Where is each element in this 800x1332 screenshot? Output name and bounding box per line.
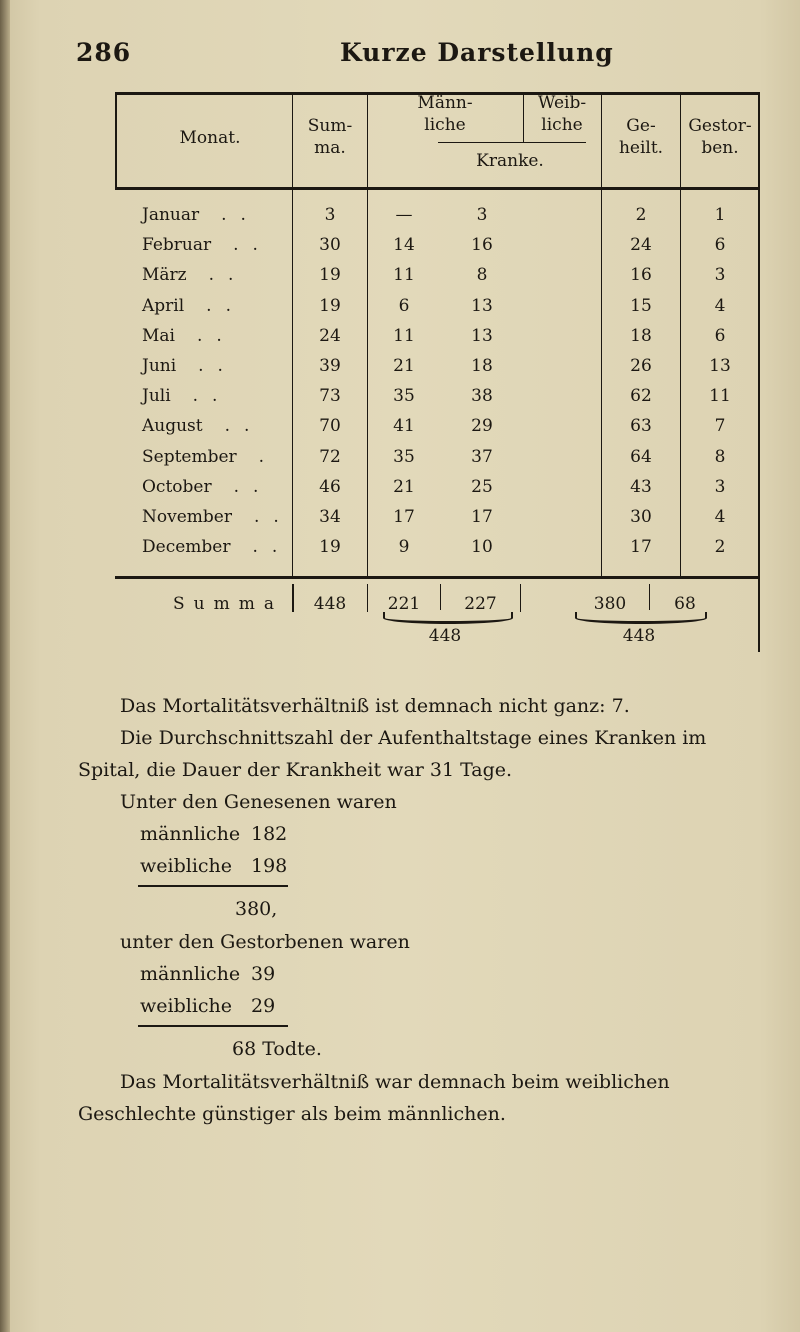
paragraph-duration-line2: Spital, die Dauer der Krankheit war 31 Tage. bbox=[78, 759, 513, 781]
month-label bbox=[142, 447, 278, 467]
summa-maennliche: 221 bbox=[387, 594, 421, 614]
summa-geheilt: 380 bbox=[593, 594, 627, 614]
cell-gestorben: 2 bbox=[714, 537, 726, 557]
month-name: December bbox=[142, 537, 231, 557]
cell-m: 35 bbox=[393, 386, 415, 406]
month-name: Februar bbox=[142, 235, 212, 255]
month-label bbox=[142, 205, 260, 225]
cell-geheilt: 18 bbox=[630, 326, 652, 346]
running-title: Kurze Darstellung bbox=[340, 38, 614, 67]
summa-label: Summa bbox=[173, 594, 283, 614]
paragraph-gestorbene: unter den Gestorbenen waren bbox=[120, 931, 410, 953]
header-summa: Sum- ma. bbox=[307, 116, 353, 158]
cell-gestorben: 6 bbox=[714, 326, 726, 346]
statistics-table bbox=[115, 92, 760, 660]
paragraph-genesene: Unter den Genesenen waren bbox=[120, 791, 397, 813]
cell-summa: 19 bbox=[319, 296, 341, 316]
cell-summa: 34 bbox=[319, 507, 341, 527]
cell-geheilt: 43 bbox=[630, 477, 652, 497]
sum-rule-2 bbox=[138, 1025, 288, 1027]
cell-geheilt: 62 bbox=[630, 386, 652, 406]
cell-w: 18 bbox=[471, 356, 493, 376]
header-bottom-rule bbox=[115, 187, 760, 190]
brace-geheilt-gestorben bbox=[575, 612, 707, 624]
cell-m: 11 bbox=[393, 265, 415, 285]
leader-dots: .. bbox=[196, 326, 236, 346]
cell-summa: 19 bbox=[319, 265, 341, 285]
cell-w: 13 bbox=[471, 296, 493, 316]
leader-dots: .. bbox=[198, 356, 237, 376]
paragraph-conclusion-line2: Geschlechte günstiger als beim männlichen. bbox=[78, 1103, 506, 1125]
cell-geheilt: 17 bbox=[630, 537, 652, 557]
leader-dots: .. bbox=[224, 416, 264, 436]
cell-geheilt: 63 bbox=[630, 416, 652, 436]
cell-summa: 39 bbox=[319, 356, 341, 376]
paragraph-duration-line1: Die Durchschnittszahl der Aufenthaltstage eines Kranken im bbox=[120, 727, 707, 749]
gestorbene-maennlich-value: 39 bbox=[251, 963, 276, 985]
cell-m: — bbox=[395, 205, 413, 225]
summa-gestorben: 68 bbox=[674, 594, 696, 614]
table-left-rule bbox=[115, 92, 117, 190]
month-label bbox=[142, 326, 236, 346]
cell-gestorben: 11 bbox=[709, 386, 731, 406]
month-name: August bbox=[142, 416, 203, 436]
month-name: Juni bbox=[142, 356, 177, 376]
month-name: Juli bbox=[142, 386, 171, 406]
cell-geheilt: 64 bbox=[630, 447, 652, 467]
month-label bbox=[142, 507, 293, 527]
cell-summa: 73 bbox=[319, 386, 341, 406]
cell-m: 17 bbox=[393, 507, 415, 527]
header-kranke: Kranke. bbox=[476, 151, 544, 171]
cell-summa: 70 bbox=[319, 416, 341, 436]
genesene-maennlich-value: 182 bbox=[251, 823, 288, 845]
paragraph-conclusion-line1: Das Mortalitätsverhältniß war demnach beim weiblichen bbox=[120, 1071, 670, 1093]
month-label bbox=[142, 416, 263, 436]
cell-m: 41 bbox=[393, 416, 415, 436]
cell-summa: 72 bbox=[319, 447, 341, 467]
leader-dots: .. bbox=[208, 265, 248, 285]
month-name: September bbox=[142, 447, 237, 467]
leader-dots: .. bbox=[233, 235, 272, 255]
cell-gestorben: 13 bbox=[709, 356, 731, 376]
cell-summa: 3 bbox=[324, 205, 336, 225]
month-name: März bbox=[142, 265, 187, 285]
month-label bbox=[142, 296, 245, 316]
brace-kranke bbox=[383, 612, 513, 624]
cell-m: 35 bbox=[393, 447, 415, 467]
month-name: Januar bbox=[142, 205, 200, 225]
summa-total: 448 bbox=[313, 594, 347, 614]
gestorbene-weiblich-label: weibliche bbox=[140, 995, 233, 1017]
cell-m: 21 bbox=[393, 477, 415, 497]
leader-dots: .. bbox=[233, 477, 273, 497]
cell-w: 29 bbox=[471, 416, 493, 436]
cell-w: 13 bbox=[471, 326, 493, 346]
cell-summa: 46 bbox=[319, 477, 341, 497]
genesene-weiblich-label: weibliche bbox=[140, 855, 233, 877]
leader-dots: .. bbox=[221, 205, 260, 225]
header-geheilt: Ge- heilt. bbox=[618, 116, 664, 158]
month-name: November bbox=[142, 507, 232, 527]
summa-rule-4 bbox=[520, 584, 521, 612]
leader-dots: .. bbox=[252, 537, 292, 557]
cell-geheilt: 2 bbox=[635, 205, 647, 225]
cell-geheilt: 15 bbox=[630, 296, 652, 316]
cell-m: 11 bbox=[393, 326, 415, 346]
paragraph-mortality: Das Mortalitätsverhältniß ist demnach nicht ganz: 7. bbox=[120, 695, 630, 717]
cell-w: 37 bbox=[471, 447, 493, 467]
cell-gestorben: 4 bbox=[714, 507, 726, 527]
leader-dots: .. bbox=[206, 296, 245, 316]
month-label bbox=[142, 537, 291, 557]
month-label bbox=[142, 265, 247, 285]
cell-gestorben: 6 bbox=[714, 235, 726, 255]
genesene-sum: 380, bbox=[235, 898, 278, 920]
cell-m: 9 bbox=[398, 537, 410, 557]
month-name: Mai bbox=[142, 326, 175, 346]
cell-summa: 24 bbox=[319, 326, 341, 346]
cell-m: 6 bbox=[398, 296, 410, 316]
cell-w: 8 bbox=[476, 265, 488, 285]
summa-weibliche: 227 bbox=[464, 594, 497, 614]
leader-dots: .. bbox=[192, 386, 232, 406]
cell-gestorben: 1 bbox=[714, 205, 726, 225]
cell-geheilt: 24 bbox=[630, 235, 652, 255]
cell-gestorben: 8 bbox=[714, 447, 726, 467]
cell-gestorben: 3 bbox=[714, 265, 726, 285]
header-weibliche: Weib- liche bbox=[537, 93, 587, 135]
leader-dots: .. bbox=[253, 507, 293, 527]
month-name: April bbox=[142, 296, 185, 316]
header-gestorben: Gestor- ben. bbox=[688, 116, 752, 158]
leader-dots: . bbox=[258, 447, 279, 467]
cell-gestorben: 7 bbox=[714, 416, 726, 436]
cell-gestorben: 3 bbox=[714, 477, 726, 497]
cell-geheilt: 16 bbox=[630, 265, 652, 285]
cell-w: 16 bbox=[471, 235, 493, 255]
cell-geheilt: 30 bbox=[630, 507, 652, 527]
kranke-divider bbox=[438, 142, 586, 143]
page-header bbox=[0, 38, 800, 68]
cell-summa: 30 bbox=[319, 235, 341, 255]
gestorbene-weiblich-value: 29 bbox=[251, 995, 276, 1017]
brace-total-kranke: 448 bbox=[428, 626, 462, 646]
cell-m: 21 bbox=[393, 356, 415, 376]
cell-w: 10 bbox=[471, 537, 493, 557]
cell-w: 17 bbox=[471, 507, 493, 527]
gestorbene-sum: 68 Todte. bbox=[232, 1038, 322, 1060]
brace-total-geheilt: 448 bbox=[622, 626, 656, 646]
month-label bbox=[142, 235, 272, 255]
month-name: October bbox=[142, 477, 212, 497]
cell-gestorben: 4 bbox=[714, 296, 726, 316]
month-label bbox=[142, 386, 231, 406]
cell-w: 3 bbox=[476, 205, 488, 225]
cell-m: 14 bbox=[393, 235, 415, 255]
cell-summa: 19 bbox=[319, 537, 341, 557]
month-label bbox=[142, 356, 237, 376]
header-monat: Monat. bbox=[179, 128, 241, 148]
summa-top-rule bbox=[115, 576, 760, 579]
cell-geheilt: 26 bbox=[630, 356, 652, 376]
header-maennliche: Männ- liche bbox=[417, 93, 473, 135]
page-number: 286 bbox=[76, 38, 132, 67]
cell-w: 25 bbox=[471, 477, 493, 497]
month-label bbox=[142, 477, 272, 497]
genesene-maennlich-label: männliche bbox=[140, 823, 241, 845]
genesene-weiblich-value: 198 bbox=[251, 855, 288, 877]
book-spine bbox=[0, 0, 10, 1332]
cell-w: 38 bbox=[471, 386, 493, 406]
sum-rule-1 bbox=[138, 885, 288, 887]
gestorbene-maennlich-label: männliche bbox=[140, 963, 241, 985]
